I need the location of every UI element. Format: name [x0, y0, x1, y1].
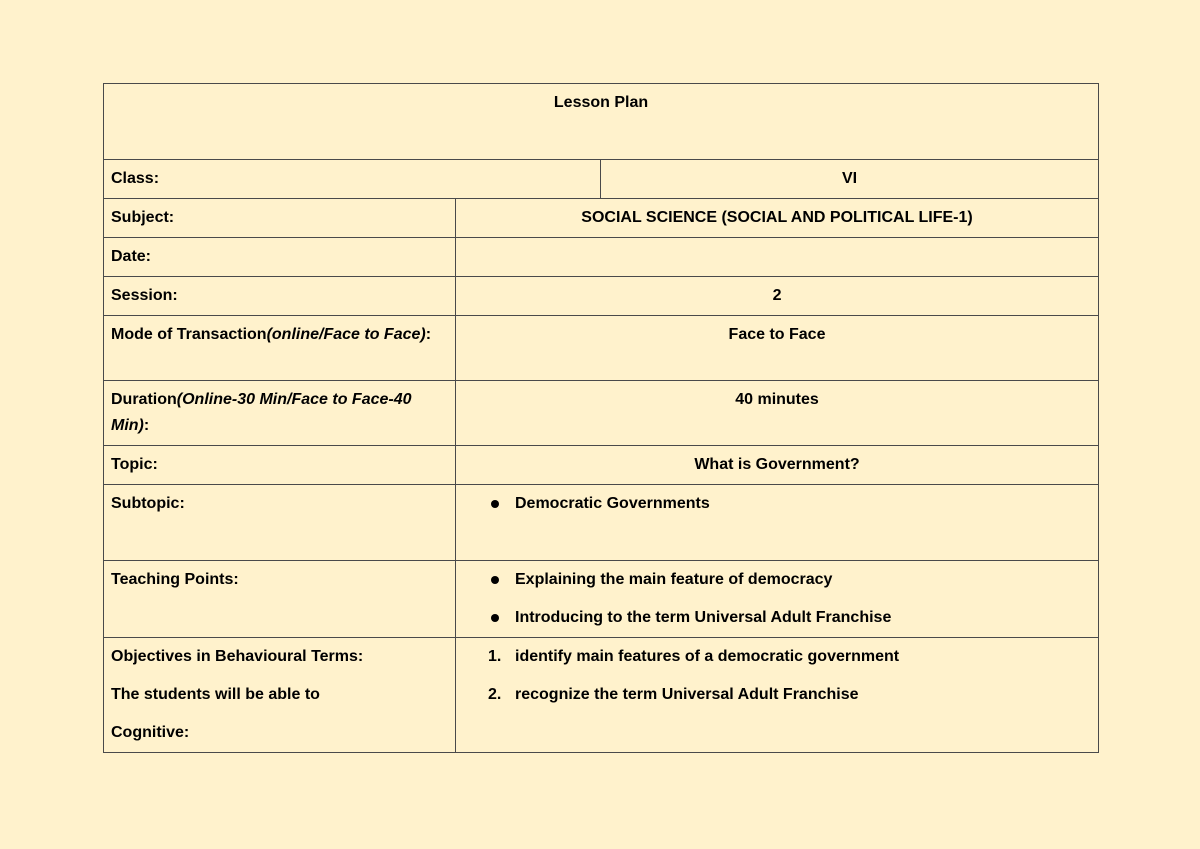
date-row: [104, 238, 1099, 277]
list-item: [515, 491, 1091, 517]
duration-value: 40 minutes: [456, 381, 1099, 446]
mode-row: [104, 316, 1099, 381]
class-value: VI: [601, 160, 1099, 199]
teaching-points-label: Teaching Points:: [104, 561, 456, 638]
mode-label-italic: (online/Face to Face): [266, 326, 426, 343]
bullet-icon: [491, 576, 499, 584]
subject-row: [104, 199, 1099, 238]
class-row: [104, 160, 1099, 199]
teaching-points-row: [104, 561, 1099, 638]
subtopic-value: [456, 485, 1099, 561]
objective-number: 1.: [488, 648, 502, 665]
lesson-plan-page: [103, 83, 1098, 753]
mode-label-suffix: :: [425, 326, 432, 343]
mode-label: [104, 316, 456, 381]
bullet-icon: [491, 614, 499, 622]
duration-label: [104, 381, 456, 446]
duration-row: [104, 381, 1099, 446]
topic-label: Topic:: [104, 446, 456, 485]
objectives-list: [463, 644, 1091, 708]
subject-value: SOCIAL SCIENCE (SOCIAL AND POLITICAL LIFE-1): [456, 199, 1099, 238]
teaching-point-text: Explaining the main feature of democracy: [515, 571, 833, 588]
title-row: [104, 84, 1099, 160]
session-label: Session:: [104, 277, 456, 316]
bullet-icon: [491, 500, 499, 508]
teaching-points-list: [463, 567, 1091, 631]
subject-label: Subject:: [104, 199, 456, 238]
objectives-intro: The students will be able to: [111, 686, 320, 703]
list-item: [515, 605, 1091, 631]
objectives-domain: Cognitive:: [111, 724, 190, 741]
date-label: Date:: [104, 238, 456, 277]
duration-label-suffix: :: [143, 417, 150, 434]
teaching-points-value: [456, 561, 1099, 638]
objective-text: recognize the term Universal Adult Franchise: [515, 686, 859, 703]
list-item: [488, 682, 1091, 708]
topic-row: [104, 446, 1099, 485]
subtopic-item-text: Democratic Governments: [515, 495, 710, 512]
subtopic-row: [104, 485, 1099, 561]
objectives-value: [456, 638, 1099, 753]
objectives-label: [104, 638, 456, 753]
list-item: [515, 567, 1091, 593]
objectives-row: [104, 638, 1099, 753]
class-label: Class:: [104, 160, 601, 199]
teaching-point-text: Introducing to the term Universal Adult Franchise: [515, 609, 892, 626]
session-value: 2: [456, 277, 1099, 316]
mode-label-prefix: Mode of Transaction: [111, 326, 267, 343]
date-value: [456, 238, 1099, 277]
objectives-heading: Objectives in Behavioural Terms:: [111, 648, 364, 665]
topic-value: What is Government?: [456, 446, 1099, 485]
subtopic-label: Subtopic:: [104, 485, 456, 561]
objective-number: 2.: [488, 686, 502, 703]
mode-value: Face to Face: [456, 316, 1099, 381]
subtopic-list: [463, 491, 1091, 517]
lesson-plan-title: Lesson Plan: [104, 84, 1099, 160]
session-row: [104, 277, 1099, 316]
duration-label-italic: (Online-30 Min/Face to Face-40 Min): [111, 391, 412, 434]
lesson-plan-table: [103, 83, 1099, 753]
duration-label-prefix: Duration: [111, 391, 177, 408]
objective-text: identify main features of a democratic government: [515, 648, 900, 665]
list-item: [488, 644, 1091, 670]
